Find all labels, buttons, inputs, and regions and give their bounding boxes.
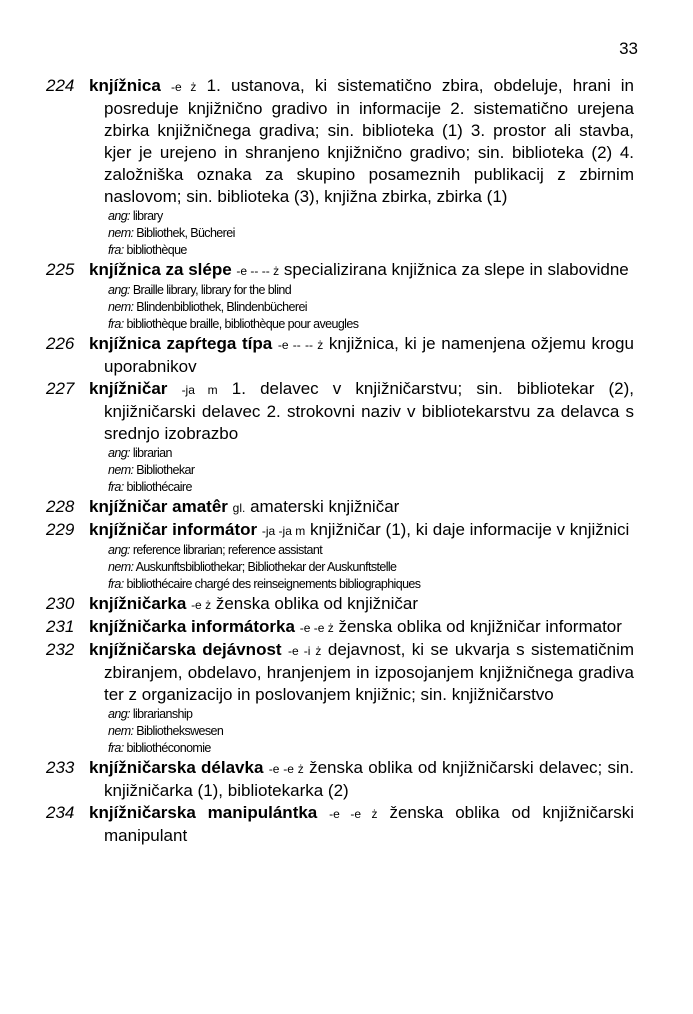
- entry-definition: 1. delavec v knjižničarstvu; sin. bibliotekar (2), knjižničarski delavec 2. strokovni naziv v bibliotekarstvu za delavca s srednjo izobrazbo: [104, 379, 635, 443]
- translation-language: nem:: [108, 226, 134, 240]
- entry-number: 230: [46, 594, 75, 613]
- entry-grammar: -e ż: [191, 598, 212, 612]
- translation-line: [46, 445, 634, 462]
- translation-text: Bibliothekar: [136, 463, 195, 477]
- entry-grammar: -e -e ż: [329, 807, 378, 821]
- entry-number: 232: [46, 640, 75, 659]
- translation-text: bibliothécaire: [126, 480, 192, 494]
- translation-text: Bibliothekswesen: [136, 724, 224, 738]
- dictionary-entries: [46, 75, 634, 847]
- entry-text: [46, 333, 634, 378]
- entry-definition: ženska oblika od knjižničar informator: [338, 617, 622, 636]
- translation-line: [46, 559, 634, 576]
- translation-language: nem:: [108, 300, 134, 314]
- entry-headword: knjížničarka: [89, 594, 187, 613]
- dictionary-entry: [46, 616, 634, 639]
- entry-number: 233: [46, 758, 75, 777]
- dictionary-entry: [46, 519, 634, 593]
- translation-language: fra:: [108, 480, 124, 494]
- dictionary-entry: [46, 378, 634, 496]
- entry-headword: knjížničarska délavka: [89, 758, 264, 777]
- translation-text: librarian: [132, 446, 172, 460]
- translation-language: ang:: [108, 209, 130, 223]
- translation-language: ang:: [108, 283, 130, 297]
- entry-definition: knjižničar (1), ki daje informacije v knjižnici: [309, 520, 630, 539]
- entry-grammar: -e -e ż: [268, 762, 304, 776]
- entry-number: 234: [46, 803, 75, 822]
- entry-grammar: -e -i ż: [288, 644, 322, 658]
- translation-line: [46, 242, 634, 259]
- entry-text: [46, 757, 634, 802]
- entry-number: 231: [46, 617, 75, 636]
- entry-headword: knjížničarska dejávnost: [89, 640, 282, 659]
- translation-text: Blindenbibliothek, Blindenbücherei: [136, 300, 307, 314]
- dictionary-entry: [46, 496, 634, 519]
- translation-text: librarianship: [132, 707, 193, 721]
- entry-headword: knjížničar amatêr: [89, 497, 228, 516]
- entry-definition: ženska oblika od knjižničar: [215, 594, 419, 613]
- entry-text: [46, 519, 634, 542]
- entry-headword: knjížnica: [89, 76, 161, 95]
- entry-text: [46, 378, 634, 445]
- entry-text: [46, 593, 634, 616]
- translation-text: Auskunftsbibliothekar; Bibliothekar der Auskunftstelle: [135, 560, 397, 574]
- translation-text: Bibliothek, Bücherei: [136, 226, 235, 240]
- translation-text: bibliothéconomie: [126, 741, 211, 755]
- page-number: 33: [619, 39, 638, 58]
- translation-text: bibliothécaire chargé des reinseignements bibliographiques: [126, 577, 421, 591]
- entry-text: [46, 496, 634, 519]
- entry-definition: specializirana knjižnica za slepe in slabovidne: [283, 260, 629, 279]
- entry-text: [46, 802, 634, 847]
- translation-line: [46, 225, 634, 242]
- translation-language: ang:: [108, 707, 130, 721]
- translation-line: [46, 316, 634, 333]
- entry-number: 225: [46, 260, 75, 279]
- entry-definition: dejavnost, ki se ukvarja s sistematičnim zbiranjem, obdelavo, hranjenjem in izposojanjem knjižničnega gradiva ter z organizacijo in poslovanjem knjižnic; sin. knjižničarstvo: [104, 640, 635, 704]
- translation-text: reference librarian; reference assistant: [132, 543, 323, 557]
- entry-grammar: gl.: [232, 501, 246, 515]
- entry-number: 228: [46, 497, 75, 516]
- dictionary-entry: [46, 333, 634, 378]
- entry-headword: knjížnica za slépe: [89, 260, 232, 279]
- entry-grammar: -e -- -- ż: [236, 264, 280, 278]
- translation-line: [46, 462, 634, 479]
- translation-text: Braille library, library for the blind: [132, 283, 292, 297]
- translation-text: bibliothèque braille, bibliothèque pour aveugles: [126, 317, 359, 331]
- dictionary-entry: [46, 639, 634, 757]
- translation-line: [46, 576, 634, 593]
- entry-text: [46, 75, 634, 208]
- entry-grammar: -e ż: [170, 80, 197, 94]
- entry-grammar: -ja -ja m: [261, 524, 306, 538]
- entry-text: [46, 639, 634, 706]
- translation-language: ang:: [108, 446, 130, 460]
- translation-line: [46, 208, 634, 225]
- translation-language: nem:: [108, 724, 134, 738]
- translation-language: fra:: [108, 317, 124, 331]
- translation-line: [46, 542, 634, 559]
- dictionary-entry: [46, 593, 634, 616]
- dictionary-entry: [46, 802, 634, 847]
- entry-number: 229: [46, 520, 75, 539]
- translation-text: library: [132, 209, 163, 223]
- translation-language: fra:: [108, 577, 124, 591]
- translation-language: fra:: [108, 243, 124, 257]
- translation-line: [46, 299, 634, 316]
- translation-language: nem:: [108, 560, 134, 574]
- translation-line: [46, 706, 634, 723]
- entry-grammar: -ja m: [181, 383, 218, 397]
- dictionary-entry: [46, 259, 634, 333]
- entry-headword: knjížničar: [89, 379, 168, 398]
- translation-line: [46, 479, 634, 496]
- entry-headword: knjížničarska manipulántka: [89, 803, 318, 822]
- entry-headword: knjížničarka informátorka: [89, 617, 295, 636]
- entry-number: 226: [46, 334, 75, 353]
- translation-language: ang:: [108, 543, 130, 557]
- translation-line: [46, 740, 634, 757]
- entry-number: 224: [46, 76, 75, 95]
- entry-definition: amaterski knjižničar: [250, 497, 400, 516]
- entry-number: 227: [46, 379, 75, 398]
- entry-definition: knjižnica, ki je namenjena ožjemu krogu uporabnikov: [104, 334, 634, 376]
- entry-headword: knjížnica zapŕtega típa: [89, 334, 273, 353]
- translation-line: [46, 282, 634, 299]
- entry-definition: ženska oblika od knjižničarski delavec; sin. knjižničarka (1), bibliotekarka (2): [104, 758, 634, 800]
- entry-grammar: -e -- -- ż: [277, 338, 324, 352]
- translation-language: fra:: [108, 741, 124, 755]
- entry-text: [46, 616, 634, 639]
- translation-text: bibliothèque: [126, 243, 187, 257]
- entry-definition: ženska oblika od knjižničarski manipulant: [104, 803, 634, 845]
- dictionary-entry: [46, 75, 634, 259]
- entry-definition: 1. ustanova, ki sistematično zbira, obdeluje, hrani in posreduje knjižnično gradivo in informacije 2. sistematično urejena zbirka knjižničnega gradiva; sin. biblioteka (1) 3. prostor ali stavba, kjer je urejeno in shranjeno knjižnično gradivo; sin. biblioteka (2) 4. založniška oznaka za skupino posameznih publikacij z zbirnim naslovom; sin. biblioteka (3), knjižna zbirka, zbirka (1): [104, 76, 634, 206]
- entry-grammar: -e -e ż: [299, 621, 334, 635]
- dictionary-entry: [46, 757, 634, 802]
- translation-line: [46, 723, 634, 740]
- entry-text: [46, 259, 634, 282]
- entry-headword: knjížničar informátor: [89, 520, 258, 539]
- translation-language: nem:: [108, 463, 134, 477]
